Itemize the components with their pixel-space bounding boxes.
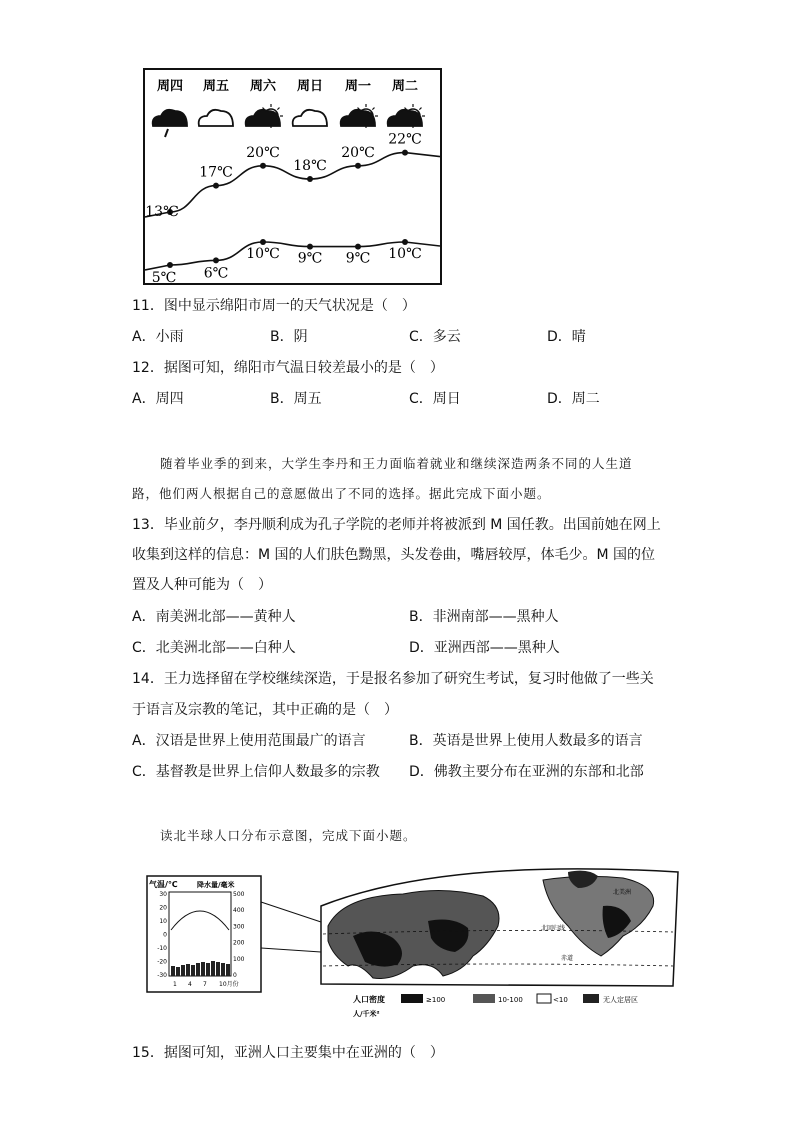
question-14-line-1: 14．王力选择留在学校继续深造，于是报名参加了研究生考试，复习时他做了一些关 [132,671,654,687]
month-tick-label: 10月份 [219,981,239,988]
month-tick-label: 7 [203,981,207,988]
low-temp-line-point [167,262,173,268]
day-label: 周四 [156,79,184,94]
legend-swatch-uninhabited [583,994,599,1003]
question-12-stem: 12．据图可知，绵阳市气温日较差最小的是（ ） [132,360,444,376]
low-temp-label: 6℃ [203,265,229,282]
legend-item-2: 10-100 [498,996,523,1004]
high-temp-label: 13℃ [145,204,179,220]
high-temp-label: 22℃ [388,131,422,148]
low-temp-label: 10℃ [388,246,422,262]
passage-1-line-2: 路，他们两人根据自己的意愿做出了不同的选择。据此完成下面小题。 [132,486,551,501]
legend-item-1: ≥100 [426,996,446,1004]
temp-tick-label: 0 [163,931,167,939]
q12-option-b[interactable]: B．周五 [270,391,322,407]
tropic-label: 北回归线 [541,925,566,932]
temp-tick-label: -10 [157,945,167,952]
precip-tick-label: 300 [233,923,245,931]
cloud-sun-icon [388,110,422,126]
legend-swatch-high [401,994,423,1003]
question-13-line-1: 13．毕业前夕，李丹顺利成为孔子学院的老师并将被派到 M 国任教。出国前她在网上 [132,517,661,533]
q12-option-a[interactable]: A．周四 [132,391,184,407]
weather-chart [143,68,442,285]
q13-option-d[interactable]: D．亚洲西部——黑种人 [409,640,560,656]
low-temp-line-point [402,239,408,245]
rain-cloud-icon [153,110,187,126]
low-temp-label: 9℃ [345,250,371,267]
precip-tick-label: 0 [233,972,237,979]
population-map [143,866,685,1026]
temp-tick-label: 20 [159,904,167,912]
cloud-icon [293,110,327,126]
q14-option-a[interactable]: A．汉语是世界上使用范围最广的语言 [132,733,366,749]
temp-tick-label: 10 [159,918,167,925]
high-temp-label: 17℃ [199,164,233,181]
q13-option-b[interactable]: B．非洲南部——黑种人 [409,609,559,625]
day-label: 周一 [344,79,372,94]
q12-option-d[interactable]: D．周二 [547,391,600,407]
low-temp-label: 5℃ [151,270,177,283]
question-11-stem: 11．图中显示绵阳市周一的天气状况是（ ） [132,298,416,314]
precip-tick-label: 200 [233,939,245,947]
precip-tick-label: 400 [233,907,245,915]
low-temp-line-point [307,244,313,250]
legend-title: 人口密度 [353,995,385,1004]
low-temp-label: 10℃ [246,246,280,262]
q14-option-d[interactable]: D．佛教主要分布在亚洲的东部和北部 [409,764,644,780]
month-tick-label: 4 [188,981,192,988]
q11-option-a[interactable]: A．小雨 [132,329,184,345]
legend-unit: 人/千米² [353,1010,380,1018]
weather-chart-svg [145,70,440,283]
temp-tick-label: -20 [157,958,167,966]
high-temp-line-point [213,183,219,189]
sun-ray [419,108,421,110]
q11-option-b[interactable]: B．阴 [270,329,308,345]
q13-option-a[interactable]: A．南美洲北部——黄种人 [132,609,296,625]
population-map-svg [143,866,685,1026]
q14-option-c[interactable]: C．基督教是世界上信仰人数最多的宗教 [132,764,380,780]
low-temp-label: 9℃ [297,250,323,267]
high-temp-line-point [402,150,408,156]
question-14-line-2: 于语言及宗教的笔记，其中正确的是（ ） [132,702,398,718]
low-temp-line-point [355,244,361,250]
high-temp-label: 18℃ [293,158,327,174]
climate-y-right-label: 降水量/毫米 [197,881,235,889]
q11-option-d[interactable]: D．晴 [547,329,586,345]
q13-option-c[interactable]: C．北美洲北部——白种人 [132,640,296,656]
high-temp-line-point [260,163,266,169]
day-label: 周六 [249,79,277,94]
day-label: 周日 [296,79,324,94]
passage-2: 读北半球人口分布示意图，完成下面小题。 [160,828,417,843]
region-label: 北美洲 [613,889,632,896]
low-temp-line-point [213,257,219,263]
day-label: 周五 [202,79,230,94]
cloud-icon [199,110,233,126]
raindrop [165,129,168,137]
passage-1-line-1: 随着毕业季的到来，大学生李丹和王力面临着就业和继续深造两条不同的人生道 [160,456,633,471]
equator-label: 赤道 [561,955,574,962]
high-temp-line-point [307,176,313,182]
day-label: 周二 [391,79,419,94]
low-temp-line-point [260,239,266,245]
cloud-sun-icon [246,110,280,126]
month-tick-label: 1 [173,981,177,988]
cloud-sun-icon [341,110,375,126]
legend-item-3: <10 [553,996,568,1004]
q12-option-c[interactable]: C．周日 [409,391,461,407]
question-13-line-3: 置及人种可能为（ ） [132,577,272,593]
temp-tick-label: 30 [159,891,167,898]
q11-option-c[interactable]: C．多云 [409,329,461,345]
sun-ray [277,108,279,110]
high-temp-line-point [355,163,361,169]
high-temp-label: 20℃ [341,144,375,161]
q14-option-b[interactable]: B．英语是世界上使用人数最多的语言 [409,733,643,749]
precip-tick-label: 500 [233,891,245,898]
climate-y-left-label: 气温/℃ [149,880,178,889]
legend-swatch-medium [473,994,495,1003]
temp-tick-label: -30 [157,972,167,979]
legend-swatch-low [537,994,551,1003]
question-13-line-2: 收集到这样的信息：M 国的人们肤色黝黑，头发卷曲，嘴唇较厚，体毛少。M 国的位 [132,547,656,563]
inset-pointer-line [261,902,321,922]
legend-item-4: 无人定居区 [603,996,638,1004]
question-15-stem: 15．据图可知，亚洲人口主要集中在亚洲的（ ） [132,1045,444,1061]
precip-tick-label: 100 [233,955,245,963]
sun-ray [372,108,374,110]
high-temp-label: 20℃ [246,144,280,161]
inset-pointer-line [261,948,321,952]
